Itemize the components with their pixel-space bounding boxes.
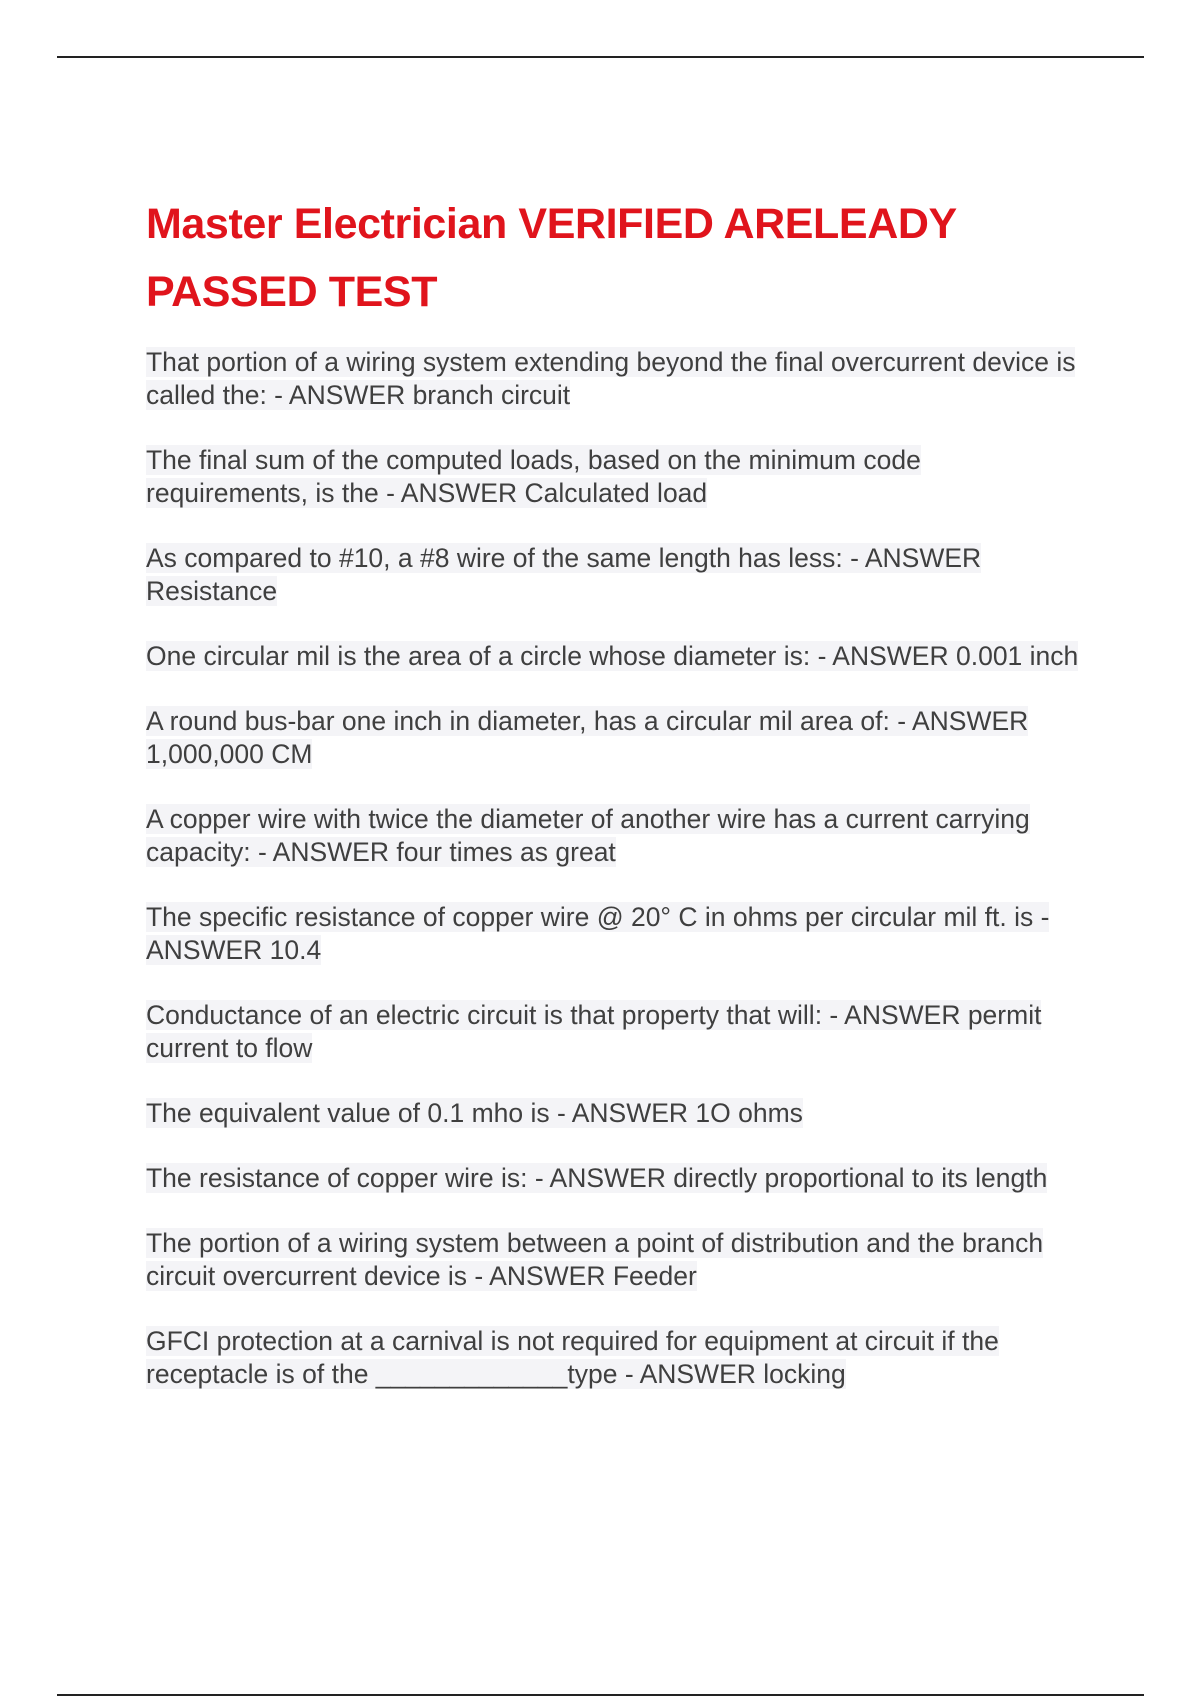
- question-item: [146, 999, 1086, 1065]
- document-body: [146, 190, 1086, 1423]
- question-text: The equivalent value of 0.1 mho is - ANSWER 1O ohms: [146, 1098, 803, 1128]
- document-title: Master Electrician VERIFIED ARELEADY PASSED TEST: [146, 200, 957, 316]
- question-text: One circular mil is the area of a circle whose diameter is: - ANSWER 0.001 inch: [146, 641, 1079, 671]
- question-text: The resistance of copper wire is: - ANSWER directly proportional to its length: [146, 1163, 1048, 1193]
- question-text: The final sum of the computed loads, based on the minimum code requirements, is the - ANSWER Calculated load: [146, 445, 921, 508]
- question-item: [146, 1162, 1086, 1195]
- question-item: [146, 640, 1086, 673]
- question-item: [146, 346, 1086, 412]
- question-text: The portion of a wiring system between a point of distribution and the branch circuit overcurrent device is - ANSWER Feeder: [146, 1228, 1044, 1291]
- question-text: That portion of a wiring system extending beyond the final overcurrent device is called the: - ANSWER branch circuit: [146, 347, 1076, 410]
- question-item: [146, 1097, 1086, 1130]
- question-item: [146, 542, 1086, 608]
- question-item: [146, 1227, 1086, 1293]
- question-item: [146, 705, 1086, 771]
- question-text: As compared to #10, a #8 wire of the same length has less: - ANSWER Resistance: [146, 543, 982, 606]
- question-item: [146, 444, 1086, 510]
- question-item: [146, 901, 1086, 967]
- bottom-rule: [57, 1694, 1144, 1696]
- question-list: [146, 346, 1086, 1391]
- question-text: A copper wire with twice the diameter of another wire has a current carrying capacity: - ANSWER four times as great: [146, 804, 1030, 867]
- question-text: A round bus-bar one inch in diameter, has a circular mil area of: - ANSWER 1,000,000 CM: [146, 706, 1029, 769]
- question-item: [146, 803, 1086, 869]
- question-text: The specific resistance of copper wire @ 20° C in ohms per circular mil ft. is - ANSWER 10.4: [146, 902, 1050, 965]
- question-text: GFCI protection at a carnival is not required for equipment at circuit if the receptacle is of the _____________type - ANSWER locking: [146, 1326, 999, 1389]
- question-item: [146, 1325, 1086, 1391]
- question-text: Conductance of an electric circuit is that property that will: - ANSWER permit current to flow: [146, 1000, 1042, 1063]
- top-rule: [57, 56, 1144, 58]
